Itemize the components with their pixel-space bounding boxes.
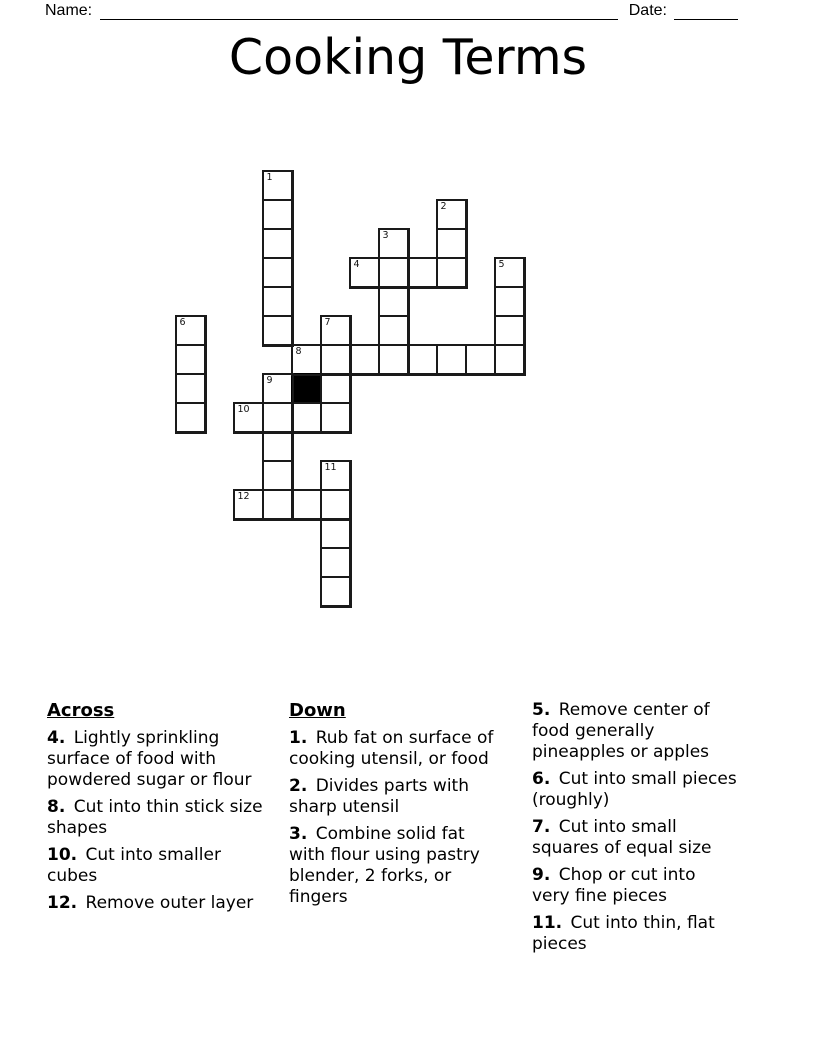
grid-cell[interactable] — [494, 344, 525, 375]
grid-cell[interactable] — [320, 344, 351, 375]
cell-number: 7 — [324, 316, 331, 328]
grid-cell[interactable] — [320, 518, 351, 549]
cell-number: 10 — [237, 403, 250, 415]
grid-cell[interactable] — [291, 344, 322, 375]
grid-cell[interactable] — [262, 257, 293, 288]
grid-cell[interactable] — [262, 170, 293, 201]
name-label: Name: — [45, 2, 93, 19]
grid-cell[interactable] — [262, 315, 293, 346]
grid-cell[interactable] — [320, 402, 351, 433]
clue-12: 12. Remove outer layer — [47, 893, 254, 913]
blocked-cell — [291, 373, 322, 404]
grid-cell[interactable] — [262, 199, 293, 230]
grid-cell[interactable] — [233, 489, 264, 520]
clue-2: 2. Divides parts with sharp utensil — [289, 776, 469, 817]
grid-cell[interactable] — [494, 286, 525, 317]
grid-cell[interactable] — [262, 286, 293, 317]
grid-cell[interactable] — [349, 344, 380, 375]
date-label: Date: — [628, 2, 667, 19]
grid-cell[interactable] — [436, 228, 467, 259]
clue-number: 3. — [289, 824, 308, 844]
down-clues-column — [289, 700, 503, 914]
grid-cell[interactable] — [320, 460, 351, 491]
cell-number: 4 — [353, 258, 360, 270]
down-heading: Down — [289, 700, 346, 721]
grid-cell[interactable] — [465, 344, 496, 375]
grid-cell[interactable] — [320, 576, 351, 607]
grid-cell[interactable] — [436, 344, 467, 375]
clue-number: 11. — [532, 913, 563, 933]
grid-cell[interactable] — [378, 286, 409, 317]
clue-9: 9. Chop or cut into very fine pieces — [532, 865, 696, 906]
clue-6: 6. Cut into small pieces (roughly) — [532, 769, 737, 810]
clue-1: 1. Rub fat on surface of cooking utensil, or food — [289, 728, 494, 769]
clue-number: 9. — [532, 865, 551, 885]
grid-cell[interactable] — [436, 199, 467, 230]
across-clues-column — [47, 700, 273, 920]
grid-cell[interactable] — [407, 257, 438, 288]
grid-cell[interactable] — [320, 373, 351, 404]
down-clues-continued-column — [532, 700, 737, 961]
cell-number: 5 — [498, 258, 505, 270]
grid-cell[interactable] — [407, 344, 438, 375]
grid-cell[interactable] — [494, 257, 525, 288]
grid-cell[interactable] — [175, 373, 206, 404]
grid-cell[interactable] — [175, 402, 206, 433]
grid-cell[interactable] — [175, 315, 206, 346]
clue-7: 7. Cut into small squares of equal size — [532, 817, 712, 858]
grid-cell[interactable] — [233, 402, 264, 433]
clue-number: 8. — [47, 797, 66, 817]
clue-4: 4. Lightly sprinkling surface of food with powdered sugar or flour — [47, 728, 252, 790]
grid-cell[interactable] — [378, 257, 409, 288]
date-fill-line[interactable] — [674, 1, 738, 20]
page-title: Cooking Terms — [228, 29, 588, 86]
grid-cell[interactable] — [262, 402, 293, 433]
grid-cell[interactable] — [494, 315, 525, 346]
clue-3: 3. Combine solid fat with flour using pastry blender, 2 forks, or fingers — [289, 824, 480, 907]
cell-number: 11 — [324, 461, 337, 473]
grid-cell[interactable] — [291, 402, 322, 433]
across-heading: Across — [47, 700, 115, 721]
grid-cell[interactable] — [320, 315, 351, 346]
clue-number: 7. — [532, 817, 551, 837]
grid-cell[interactable] — [262, 431, 293, 462]
clue-number: 12. — [47, 893, 78, 913]
cell-number: 1 — [266, 171, 273, 183]
clue-11: 11. Cut into thin, flat pieces — [532, 913, 715, 954]
grid-cell[interactable] — [378, 315, 409, 346]
grid-cell[interactable] — [349, 257, 380, 288]
cell-number: 2 — [440, 200, 447, 212]
grid-cell[interactable] — [320, 547, 351, 578]
clue-10: 10. Cut into smaller cubes — [47, 845, 221, 886]
cell-number: 6 — [179, 316, 186, 328]
grid-cell[interactable] — [320, 489, 351, 520]
grid-cell[interactable] — [291, 489, 322, 520]
clue-number: 6. — [532, 769, 551, 789]
cell-number: 9 — [266, 374, 273, 386]
grid-cell[interactable] — [262, 489, 293, 520]
clue-number: 1. — [289, 728, 308, 748]
cell-number: 12 — [237, 490, 250, 502]
clue-8: 8. Cut into thin stick size shapes — [47, 797, 263, 838]
clue-number: 5. — [532, 700, 551, 720]
grid-cell[interactable] — [262, 460, 293, 491]
grid-cell[interactable] — [378, 344, 409, 375]
grid-cell[interactable] — [378, 228, 409, 259]
grid-cell[interactable] — [175, 344, 206, 375]
clue-number: 2. — [289, 776, 308, 796]
grid-cell[interactable] — [436, 257, 467, 288]
clue-number: 4. — [47, 728, 66, 748]
grid-cell[interactable] — [262, 373, 293, 404]
clue-number: 10. — [47, 845, 78, 865]
crossword-grid — [175, 170, 525, 607]
grid-cell[interactable] — [262, 228, 293, 259]
name-date-header — [45, 1, 738, 20]
cell-number: 8 — [295, 345, 302, 357]
name-fill-line[interactable] — [100, 1, 618, 20]
cell-number: 3 — [382, 229, 389, 241]
clue-5: 5. Remove center of food generally pineapples or apples — [532, 700, 710, 762]
